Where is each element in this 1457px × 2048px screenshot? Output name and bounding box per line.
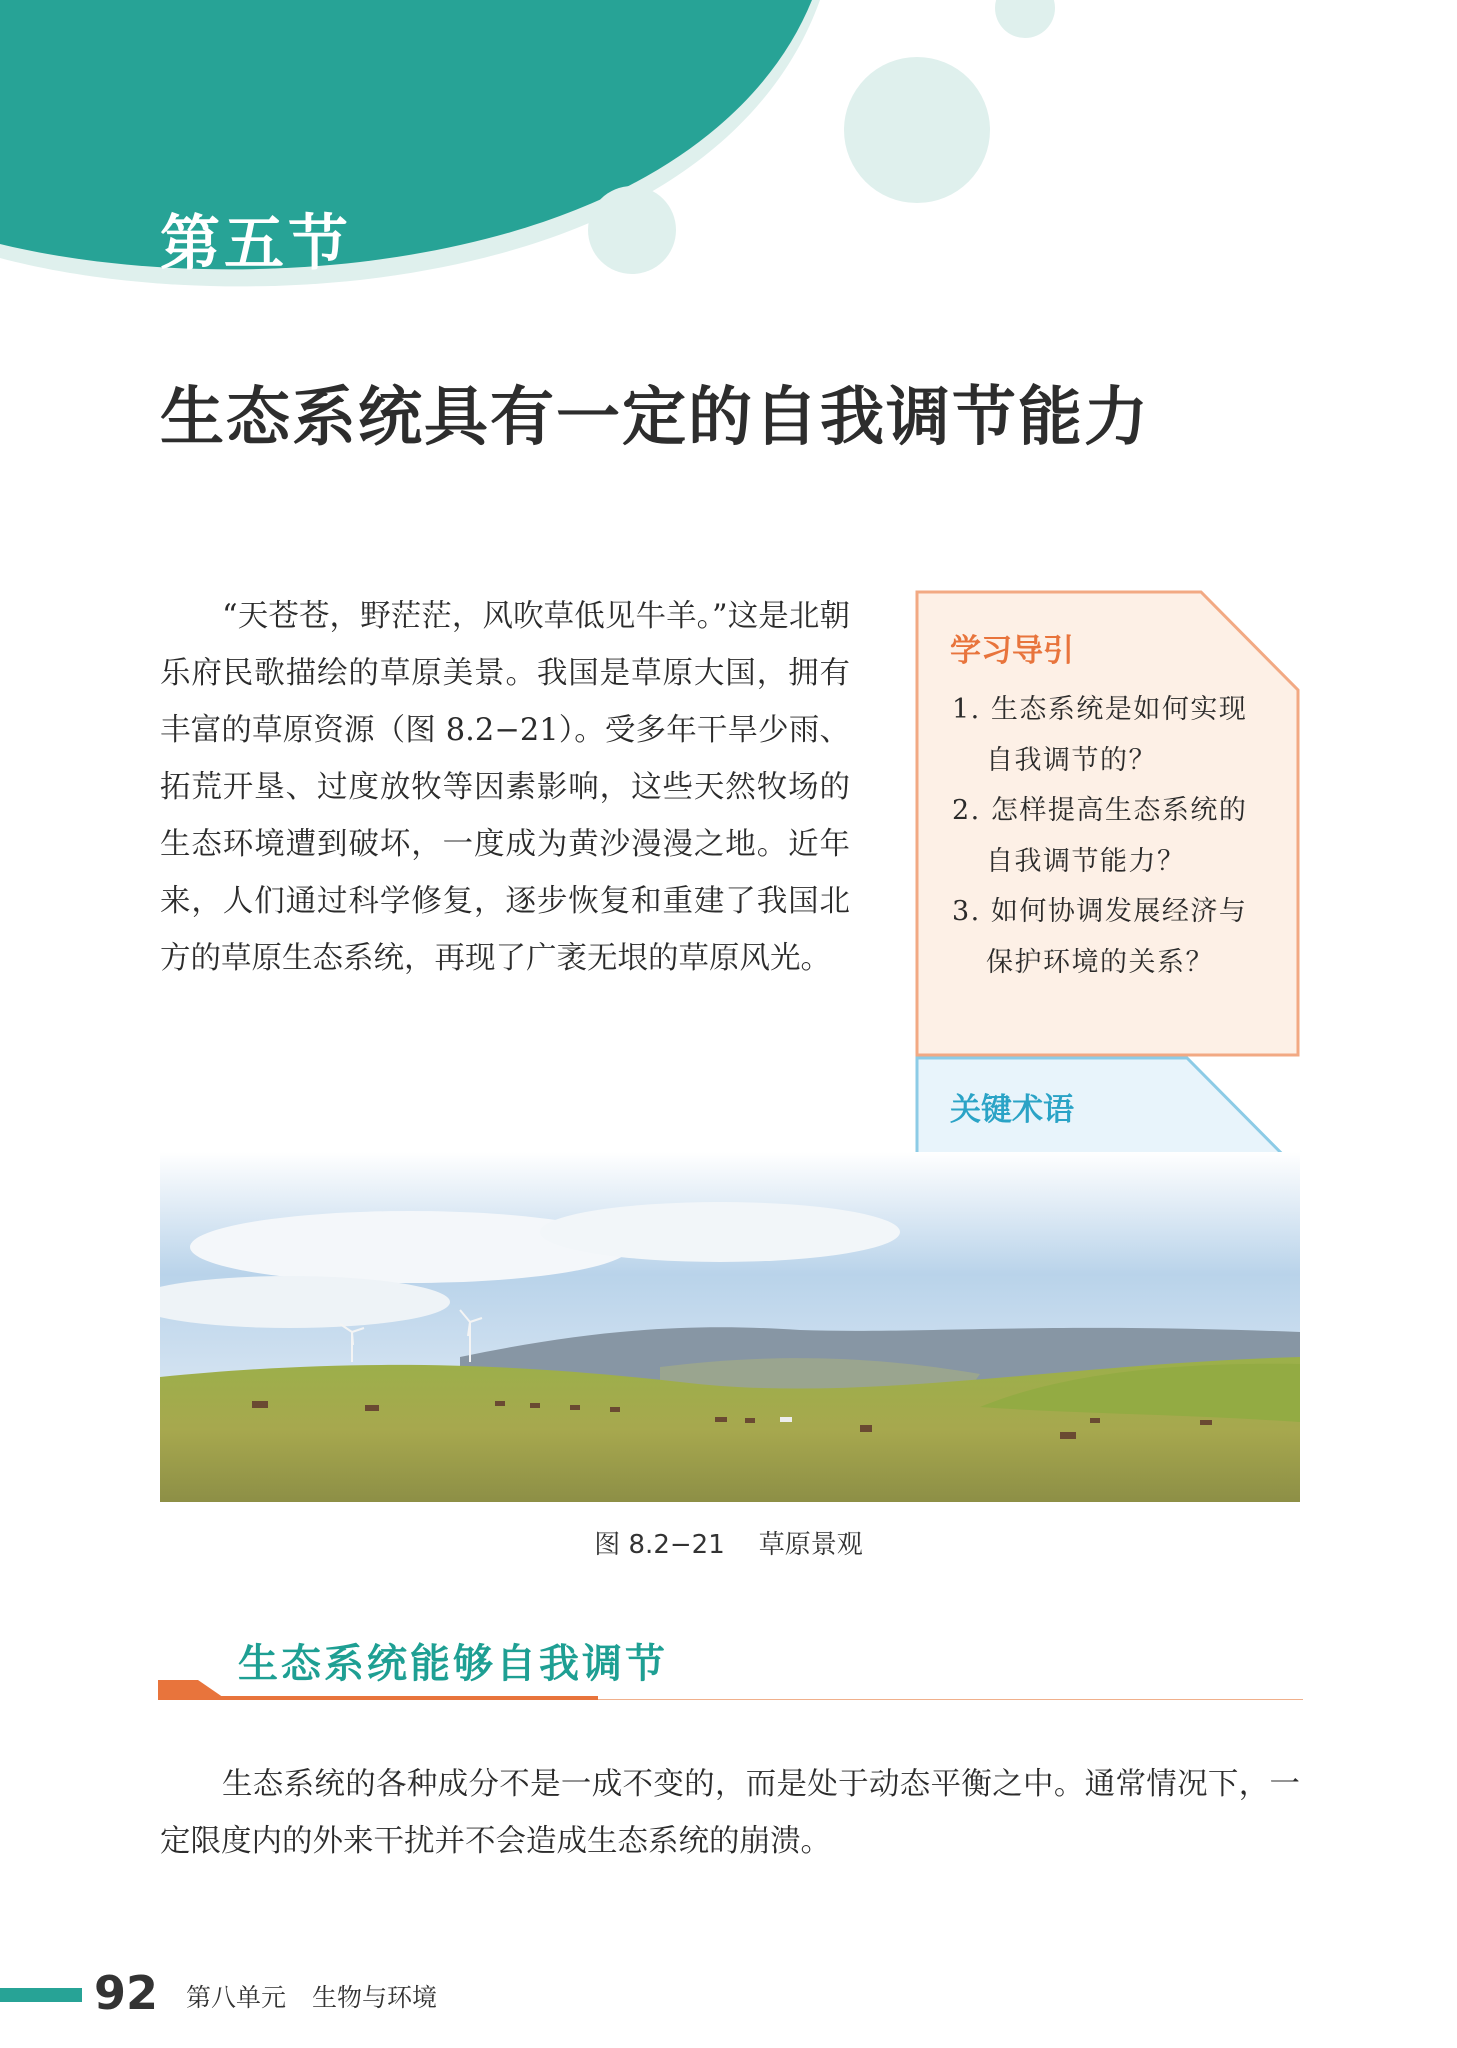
intro-paragraph: “天苍苍，野茫茫，风吹草低见牛羊。”这是北朝乐府民歌描绘的草原美景。我国是草原大国，拥有丰富的草原资源（图 8.2−21）。受多年干旱少雨、拓荒开垦、过度放牧等因素影响，这些天然牧场的生态环境遭到破坏，一度成为黄沙漫漫之地。近年来，人们通过科学修复，逐步恢复和重建了我国北方的草原生态系统，再现了广袤无垠的草原风光。	[160, 599, 850, 976]
subsection-heading: 生态系统能够自我调节	[238, 1641, 668, 1687]
figure-number: 图 8.2−21	[594, 1530, 725, 1560]
key-terms-heading: 关键术语	[950, 1092, 1074, 1128]
section-number: 第五节	[160, 209, 352, 279]
figure-title: 草原景观	[758, 1530, 863, 1560]
unit-topic: 生物与环境	[312, 1983, 438, 2012]
learning-guide-heading: 学习导引	[950, 633, 1074, 669]
figure-caption	[0, 1524, 1457, 1561]
footer-bar	[0, 1988, 82, 2002]
header-decoration	[0, 0, 1457, 340]
body-paragraph: 生态系统的各种成分不是一成不变的，而是处于动态平衡之中。通常情况下，一定限度内的外来干扰并不会造成生态系统的崩溃。	[160, 1767, 1300, 1859]
guide-question: 3. 如何协调发展经济与保护环境的关系？	[952, 896, 1248, 978]
page-number: 92	[94, 1966, 159, 2020]
learning-guide-list	[952, 685, 1272, 988]
lesson-title: 生态系统具有一定的自我调节能力	[160, 381, 1150, 455]
unit-label	[186, 1978, 437, 2014]
grassland-photo	[160, 1152, 1300, 1502]
unit-name: 第八单元	[186, 1983, 287, 2012]
guide-question: 2. 怎样提高生态系统的自我调节能力？	[952, 795, 1248, 877]
guide-question: 1. 生态系统是如何实现自我调节的？	[952, 694, 1248, 776]
